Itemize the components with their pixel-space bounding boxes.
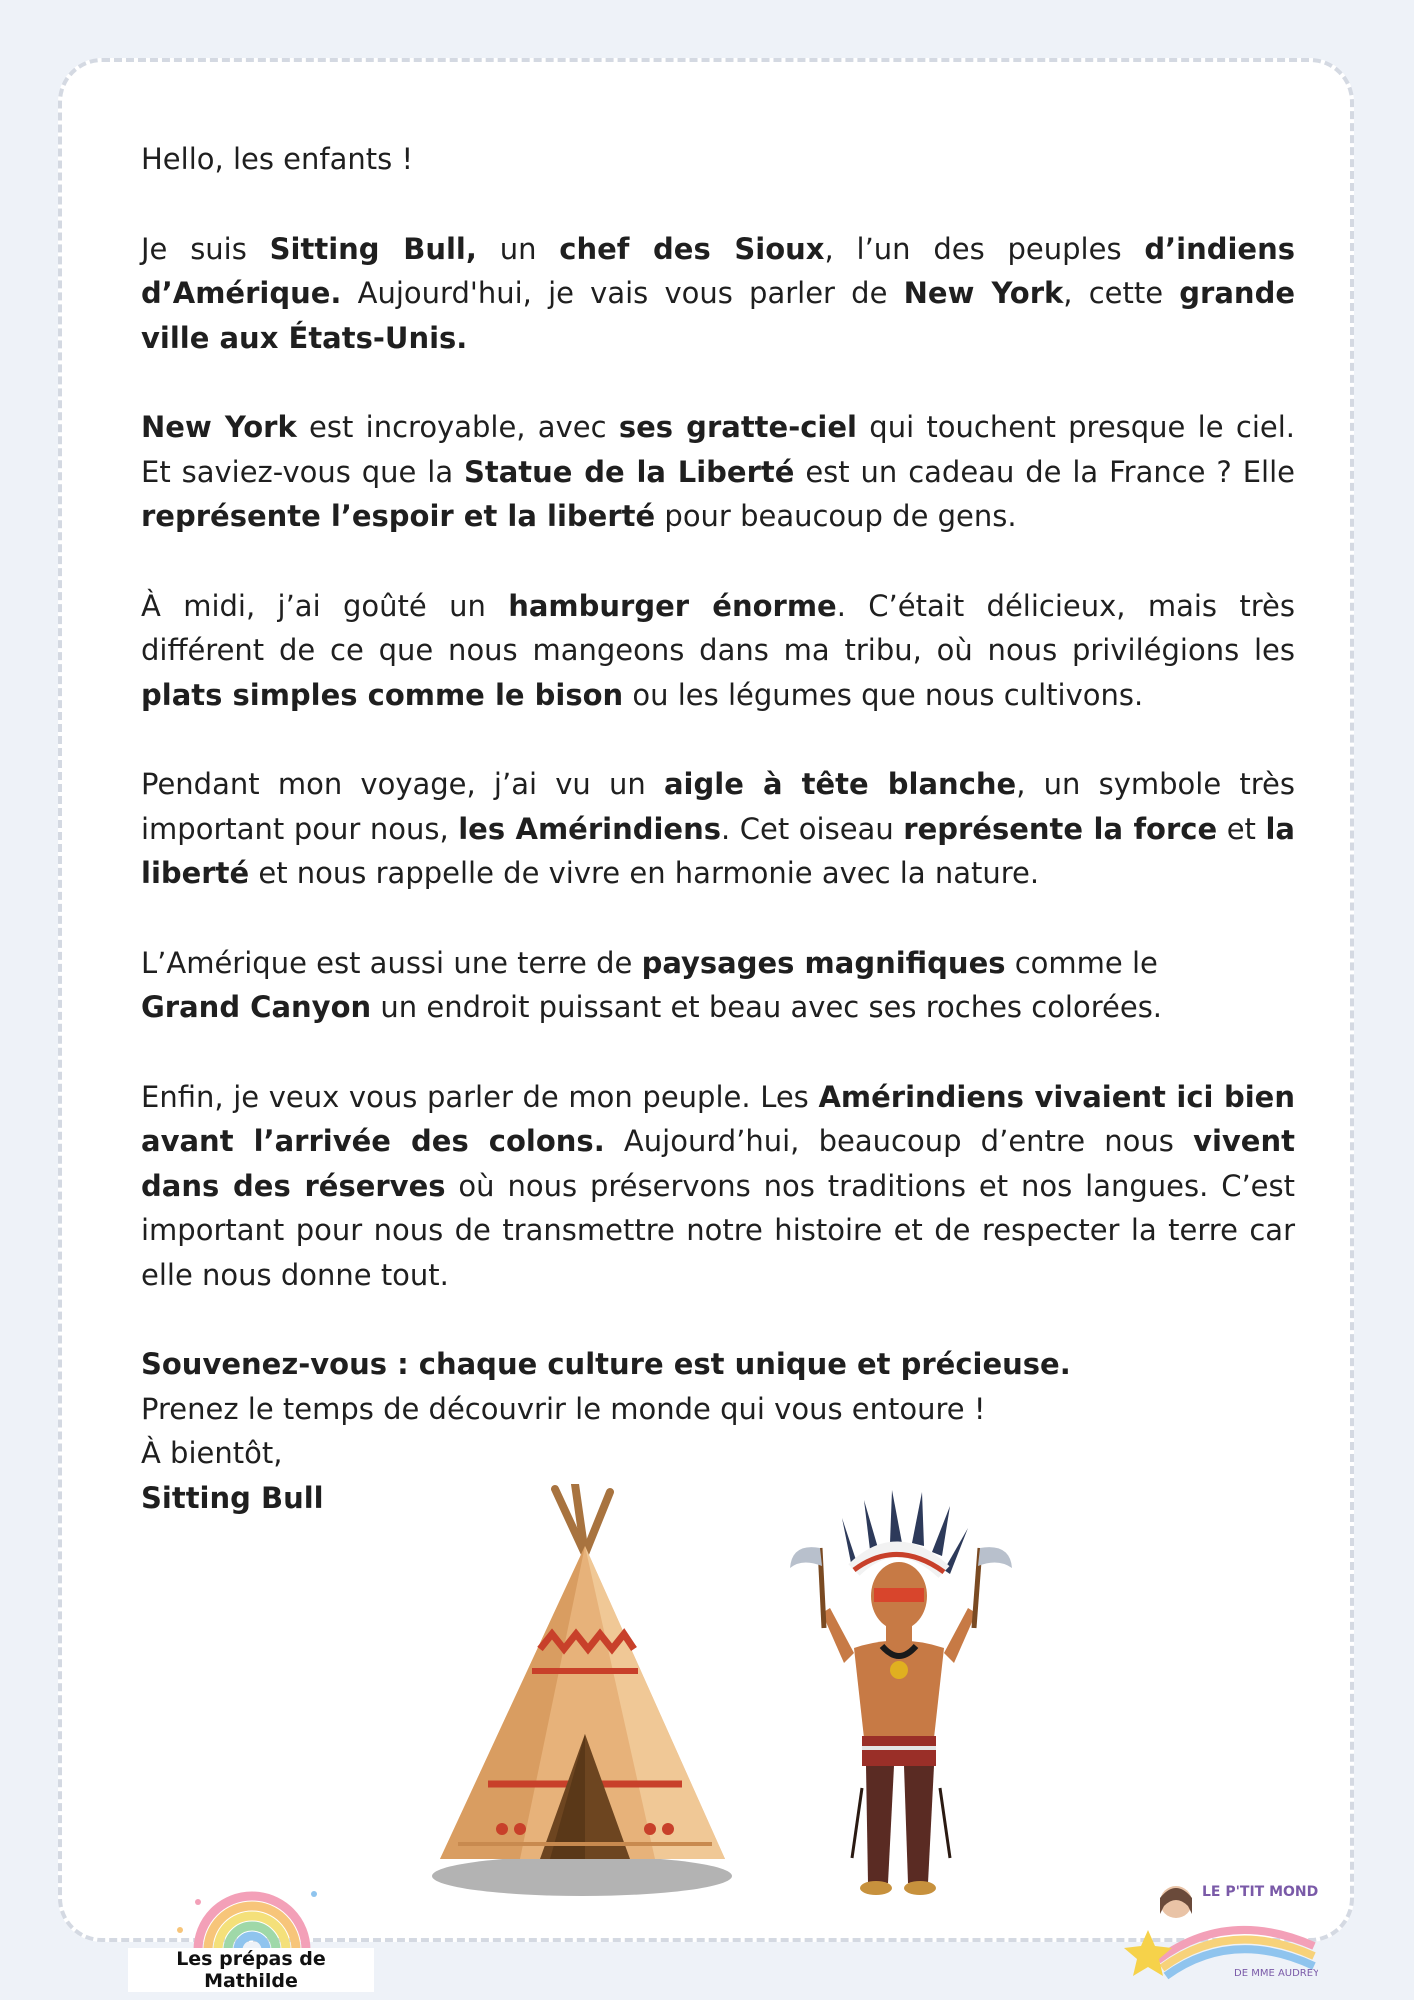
bold-text: représente l’espoir et la liberté: [141, 499, 656, 533]
brand-right-text-line1: LE P'TIT MONDE: [1202, 1884, 1318, 1900]
bold-text: chef des Sioux: [559, 231, 825, 266]
bold-text: vivent dans des réserves: [141, 1124, 1295, 1203]
chief-illustration: [782, 1488, 1042, 1908]
paragraph-new-york: New York est incroyable, avec ses gratte-ciel qui touchent presque le ciel. Et saviez-vous que la Statue de la Liberté est un cadeau de la France ? Elle représente l’espoir et la liberté pour beaucoup de gens.: [141, 410, 1295, 533]
bold-text: Grand Canyon: [141, 990, 372, 1024]
bold-text: les Amérindiens: [458, 811, 722, 846]
closing-line: Prenez le temps de découvrir le monde qui vous entoure !: [141, 1391, 986, 1426]
paragraph-landscapes: L’Amérique est aussi une terre de paysages magnifiques comme le Grand Canyon un endroit puissant et beau avec ses roches colorées.: [141, 945, 1163, 1024]
farewell: À bientôt,: [141, 1436, 283, 1470]
paragraph-people: Enfin, je veux vous parler de mon peuple. Les Amérindiens vivaient ici bien avant l’arrivée des colons. Aujourd’hui, beaucoup d’entre nous vivent dans des réserves où nous préservons nos traditions et nos langues. C’est important pour nous de transmettre notre histoire et de respecter la terre car elle nous donne tout.: [141, 1079, 1295, 1292]
brand-logo-left: [128, 1872, 374, 1992]
letter-body: [141, 137, 1295, 1520]
star-rainbow-icon: [1118, 1868, 1318, 1980]
tipi-illustration: [420, 1484, 740, 1904]
paragraph-intro: Je suis Sitting Bull, un chef des Sioux, l’un des peuples d’indiens d’Amérique. Aujourd'hui, je vais vous parler de New York, cette grande ville aux États-Unis.: [141, 231, 1296, 355]
greeting: Hello, les enfants !: [141, 142, 414, 176]
bold-text: paysages magnifiques: [641, 945, 1006, 980]
headdress-icon: [842, 1490, 968, 1574]
bold-text: aigle à tête blanche: [663, 767, 1017, 801]
bold-text: Sitting Bull,: [269, 231, 477, 266]
brand-right-text-line2: DE MME AUDREY: [1234, 1968, 1318, 1979]
rainbow-icon: [128, 1872, 374, 1952]
bold-text: ses gratte-ciel: [618, 410, 857, 444]
paragraph-eagle: Pendant mon voyage, j’ai vu un aigle à tête blanche, un symbole très important pour nous, les Amérindiens. Cet oiseau représente la force et la liberté et nous rappelle de vivre en harmonie avec la nature.: [141, 767, 1296, 890]
signature: Sitting Bull: [141, 1480, 324, 1515]
bold-text: la liberté: [141, 811, 1295, 890]
brand-logo-right: [1118, 1868, 1318, 1980]
bold-text: Amérindiens vivaient ici bien avant l’arrivée des colons.: [141, 1079, 1295, 1158]
bold-text: d’indiens d’Amérique.: [141, 231, 1296, 310]
bold-text: New York: [903, 276, 1064, 310]
bold-text: représente la force: [903, 811, 1218, 846]
brand-left-text: Les prépas de Mathilde: [128, 1948, 374, 1992]
closing-bold: Souvenez-vous : chaque culture est unique et précieuse.: [141, 1347, 1071, 1381]
bold-text: grande ville aux États-Unis.: [141, 276, 1295, 355]
bold-text: Statue de la Liberté: [463, 454, 795, 489]
bold-text: New York: [141, 410, 297, 444]
bold-text: plats simples comme le bison: [141, 677, 624, 712]
bold-text: hamburger énorme: [508, 588, 837, 623]
paragraph-food: À midi, j’ai goûté un hamburger énorme. C’était délicieux, mais très différent de ce que nous mangeons dans ma tribu, où nous privilégions les plats simples comme le bison ou les légumes que nous cultivons.: [141, 588, 1296, 712]
